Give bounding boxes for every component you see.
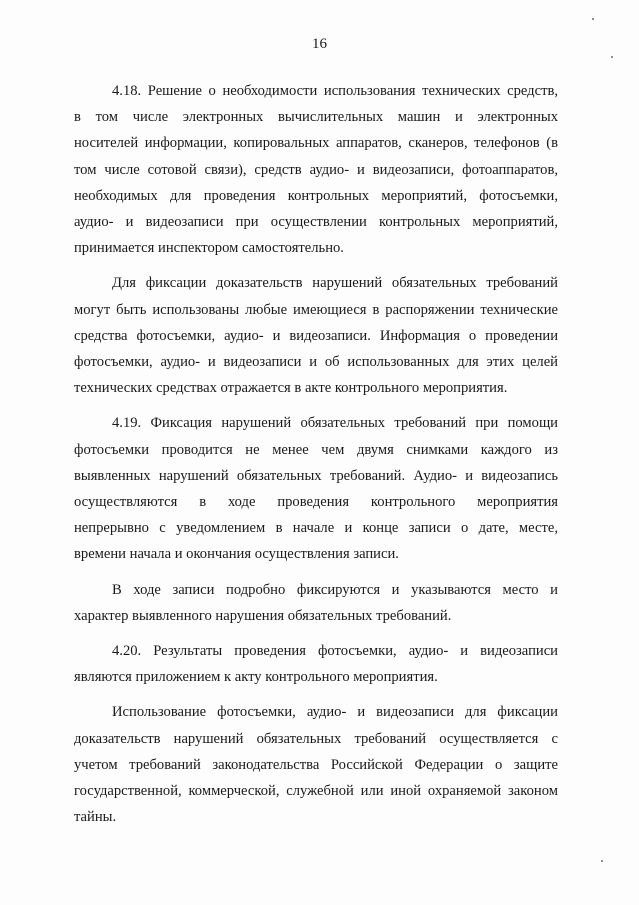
text-line: 4.20. Результаты проведения фотосъемки, аудио- и видеозаписи bbox=[112, 643, 558, 660]
text-line: фотосъемки, аудио- и видеозаписи и об использованных для этих целей bbox=[74, 354, 558, 371]
text-line: том числе сотовой связи), средств аудио- и видеозаписи, фотоаппаратов, bbox=[74, 161, 558, 178]
document-body bbox=[74, 78, 558, 839]
text-line: характер выявленного нарушения обязательных требований. bbox=[74, 607, 452, 624]
text-line: носителей информации, копировальных аппаратов, сканеров, телефонов (в bbox=[74, 135, 558, 152]
text-line: 4.19. Фиксация нарушений обязательных требований при помощи bbox=[112, 415, 558, 432]
scan-speck bbox=[601, 860, 603, 862]
paragraph-p-4-18 bbox=[74, 78, 558, 261]
text-line: 4.18. Решение о необходимости использования технических средств, bbox=[112, 83, 558, 99]
text-line: доказательств нарушений обязательных требований осуществляется с bbox=[74, 730, 558, 747]
text-line: принимается инспектором самостоятельно. bbox=[74, 240, 344, 257]
text-line: государственной, коммерческой, служебной или иной охраняемой законом bbox=[74, 783, 558, 800]
page-number: 16 bbox=[312, 36, 327, 52]
text-line: осуществляются в ходе проведения контрольного мероприятия bbox=[74, 494, 558, 511]
scan-speck bbox=[592, 18, 594, 20]
text-line: тайны. bbox=[74, 809, 117, 826]
text-line: фотосъемки проводится не менее чем двумя снимками каждого из bbox=[74, 441, 558, 458]
text-line: являются приложением к акту контрольного мероприятия. bbox=[74, 669, 438, 686]
text-line: учетом требований законодательства Российской Федерации о защите bbox=[74, 756, 558, 773]
text-line: могут быть использованы любые имеющиеся в распоряжении технические bbox=[74, 301, 558, 318]
text-line: в том числе электронных вычислительных машин и электронных bbox=[74, 109, 558, 126]
text-line: технических средствах отражается в акте контрольного мероприятия. bbox=[74, 380, 508, 397]
text-line: Для фиксации доказательств нарушений обязательных требований bbox=[112, 275, 558, 292]
text-line: средства фотосъемки, аудио- и видеозаписи. Информация о проведении bbox=[74, 327, 558, 344]
paragraph-p-usage bbox=[74, 699, 558, 830]
paragraph-p-4-20 bbox=[74, 638, 558, 690]
paragraph-p-4-19 bbox=[74, 410, 558, 567]
text-line: Использование фотосъемки, аудио- и видеозаписи для фиксации bbox=[112, 704, 558, 721]
text-line: непрерывно с уведомлением в начале и конце записи о дате, месте, bbox=[74, 520, 558, 537]
scan-speck bbox=[611, 56, 613, 58]
text-line: времени начала и окончания осуществления записи. bbox=[74, 546, 399, 563]
text-line: аудио- и видеозаписи при осуществлении контрольных мероприятий, bbox=[74, 214, 558, 231]
paragraph-p-recording bbox=[74, 577, 558, 629]
paragraph-p-fixation bbox=[74, 270, 558, 401]
text-line: выявленных нарушений обязательных требований. Аудио- и видеозапись bbox=[74, 467, 558, 484]
text-line: необходимых для проведения контрольных мероприятий, фотосъемки, bbox=[74, 187, 558, 204]
text-line: В ходе записи подробно фиксируются и указываются место и bbox=[112, 581, 558, 598]
